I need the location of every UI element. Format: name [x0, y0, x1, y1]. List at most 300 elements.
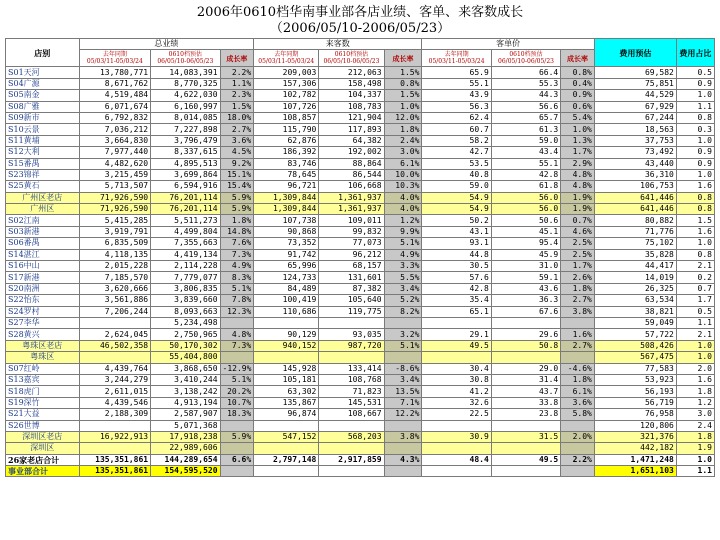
- sales-growth: 4.8%: [220, 329, 254, 340]
- sales-cur: 3,806,835: [151, 283, 220, 294]
- table-row: [6, 454, 715, 465]
- sales-cur: 8,770,325: [151, 78, 220, 89]
- avg-growth: 1.8%: [561, 374, 595, 385]
- avg-prev: 22.5: [422, 409, 491, 420]
- sales-prev: [79, 420, 151, 431]
- sales-prev: 6,835,509: [79, 238, 151, 249]
- sales-prev: 2,015,228: [79, 261, 151, 272]
- avg-prev: 42.8: [422, 283, 491, 294]
- sales-cur: 55,404,800: [151, 352, 220, 363]
- spreadsheet: [5, 4, 715, 477]
- avg-growth: 5.8%: [561, 409, 595, 420]
- avg-prev: 54.9: [422, 192, 491, 203]
- visitors-prev: 62,876: [254, 135, 319, 146]
- visitors-prev: 2,797,148: [254, 454, 319, 465]
- visitors-cur: 192,002: [319, 147, 384, 158]
- performance-table: [5, 4, 715, 477]
- visitors-growth: 4.0%: [384, 204, 422, 215]
- cost-estimate: 69,582: [594, 67, 676, 78]
- avg-cur: 23.8: [491, 409, 560, 420]
- visitors-prev: 186,392: [254, 147, 319, 158]
- cost-estimate: 1,651,103: [594, 466, 676, 477]
- visitors-growth: 5.1%: [384, 340, 422, 351]
- store-name: 粤珠区老店: [6, 340, 80, 351]
- store-name: S01天河: [6, 67, 80, 78]
- sales-cur: 4,499,804: [151, 226, 220, 237]
- sales-cur-header: 0610档预估 06/05/10-06/05/23: [151, 50, 220, 67]
- cost-ratio: 0.5: [676, 306, 714, 317]
- avg-prev: 93.1: [422, 238, 491, 249]
- sales-growth: 8.3%: [220, 272, 254, 283]
- visitors-growth: 10.3%: [384, 181, 422, 192]
- cost-ratio: 2.4: [676, 420, 714, 431]
- cost-ratio: 1.0: [676, 169, 714, 180]
- sales-growth: 3.6%: [220, 135, 254, 146]
- avg-prev: 41.2: [422, 386, 491, 397]
- sales-cur: 3,796,479: [151, 135, 220, 146]
- visitors-growth: 3.0%: [384, 147, 422, 158]
- sales-prev: 3,561,886: [79, 295, 151, 306]
- store-name: S18虎门: [6, 386, 80, 397]
- table-row: [6, 295, 715, 306]
- visitors-growth: 9.9%: [384, 226, 422, 237]
- sales-growth: 1.1%: [220, 78, 254, 89]
- avg-cur: 55.3: [491, 78, 560, 89]
- avg-growth: 2.7%: [561, 295, 595, 306]
- avg-growth: 1.3%: [561, 135, 595, 146]
- visitors-growth: 7.1%: [384, 397, 422, 408]
- visitors-prev: 83,746: [254, 158, 319, 169]
- sales-header: 总业绩: [79, 39, 254, 50]
- avg-growth: 0.4%: [561, 78, 595, 89]
- cost-ratio: 0.9: [676, 78, 714, 89]
- sales-growth: 15.1%: [220, 169, 254, 180]
- sales-prev: 2,188,309: [79, 409, 151, 420]
- avg-growth: 6.1%: [561, 386, 595, 397]
- visitors-cur: [319, 466, 384, 477]
- sales-growth: 18.3%: [220, 409, 254, 420]
- sales-prev: [79, 317, 151, 328]
- table-row: [6, 272, 715, 283]
- sales-prev: 3,919,791: [79, 226, 151, 237]
- store-name: S06番禺: [6, 238, 80, 249]
- cost-estimate: 1,471,248: [594, 454, 676, 465]
- avg-cur: 44.3: [491, 90, 560, 101]
- visitors-growth: 3.4%: [384, 374, 422, 385]
- avg-growth: 0.8%: [561, 67, 595, 78]
- sales-growth: 12.3%: [220, 306, 254, 317]
- avg-growth: 2.0%: [561, 431, 595, 442]
- table-row: [6, 67, 715, 78]
- sales-growth: 14.8%: [220, 226, 254, 237]
- sales-prev: 4,519,484: [79, 90, 151, 101]
- avg-prev: 56.3: [422, 101, 491, 112]
- sales-growth: 5.9%: [220, 204, 254, 215]
- avg-cur: 49.5: [491, 454, 560, 465]
- table-row: [6, 147, 715, 158]
- avg-prev: 55.1: [422, 78, 491, 89]
- visitors-growth: 3.2%: [384, 329, 422, 340]
- avg-prev: 60.7: [422, 124, 491, 135]
- avg-prev: 57.6: [422, 272, 491, 283]
- visitors-growth: 10.0%: [384, 169, 422, 180]
- sales-growth: 9.2%: [220, 158, 254, 169]
- sales-growth: 1.8%: [220, 215, 254, 226]
- avg-prev: 50.2: [422, 215, 491, 226]
- sales-prev: 13,780,771: [79, 67, 151, 78]
- avg-growth: 1.9%: [561, 204, 595, 215]
- sales-prev: 16,922,913: [79, 431, 151, 442]
- table-row: [6, 249, 715, 260]
- table-row: [6, 466, 715, 477]
- sales-prev: 135,351,861: [79, 454, 151, 465]
- store-name: S19深竹: [6, 397, 80, 408]
- avg-growth: 4.6%: [561, 226, 595, 237]
- avg-prev: 30.5: [422, 261, 491, 272]
- sales-prev: [79, 443, 151, 454]
- store-name: 深圳区老店: [6, 431, 80, 442]
- store-name: S04广源: [6, 78, 80, 89]
- visitors-prev: 90,129: [254, 329, 319, 340]
- visitors-growth: 1.2%: [384, 215, 422, 226]
- visitors-growth: 6.1%: [384, 158, 422, 169]
- table-row: [6, 283, 715, 294]
- cost-estimate: 57,722: [594, 329, 676, 340]
- sales-prev: 6,071,674: [79, 101, 151, 112]
- store-name: S16中山: [6, 261, 80, 272]
- avg-prev: 48.4: [422, 454, 491, 465]
- visitors-growth: [384, 317, 422, 328]
- table-row: [6, 169, 715, 180]
- table-row: [6, 386, 715, 397]
- sales-growth: 7.3%: [220, 340, 254, 351]
- visitors-growth: 5.2%: [384, 295, 422, 306]
- avg-prev: 32.6: [422, 397, 491, 408]
- table-row: [6, 238, 715, 249]
- store-name: 事业部合计: [6, 466, 80, 477]
- sales-growth: 20.2%: [220, 386, 254, 397]
- sales-prev: 7,206,244: [79, 306, 151, 317]
- visitors-growth: [384, 443, 422, 454]
- sales-prev: 4,439,546: [79, 397, 151, 408]
- visitors-prev: 65,996: [254, 261, 319, 272]
- avg-cur: 61.8: [491, 181, 560, 192]
- visitors-prev: 91,742: [254, 249, 319, 260]
- visitors-cur: 145,531: [319, 397, 384, 408]
- visitors-prev: [254, 466, 319, 477]
- avg-growth: 1.6%: [561, 329, 595, 340]
- avg-cur: 45.1: [491, 226, 560, 237]
- avg-prev: 40.8: [422, 169, 491, 180]
- sales-prev: 7,036,212: [79, 124, 151, 135]
- cost-ratio: 1.0: [676, 352, 714, 363]
- visitors-prev: 145,928: [254, 363, 319, 374]
- table-row: [6, 420, 715, 431]
- cost-ratio: 1.2: [676, 397, 714, 408]
- avg-growth: 0.6%: [561, 101, 595, 112]
- avg-prev: 54.9: [422, 204, 491, 215]
- visitors-growth: 1.0%: [384, 101, 422, 112]
- cost-estimate: 26,325: [594, 283, 676, 294]
- avg-cur: 67.6: [491, 306, 560, 317]
- sales-cur: 3,839,660: [151, 295, 220, 306]
- sales-cur: 8,093,663: [151, 306, 220, 317]
- sales-prev: [79, 352, 151, 363]
- sales-cur: 76,201,114: [151, 192, 220, 203]
- sales-cur: 22,989,606: [151, 443, 220, 454]
- table-row: [6, 409, 715, 420]
- cost-estimate: 38,821: [594, 306, 676, 317]
- visitors-cur: 987,720: [319, 340, 384, 351]
- visitors-growth: 3.4%: [384, 283, 422, 294]
- cost-ratio: 1.6: [676, 226, 714, 237]
- visitors-cur: 2,917,859: [319, 454, 384, 465]
- cost-ratio: 1.9: [676, 443, 714, 454]
- cost-estimate: 641,446: [594, 192, 676, 203]
- avg-cur: 36.3: [491, 295, 560, 306]
- visitors-cur: 99,832: [319, 226, 384, 237]
- store-name: S23锦祥: [6, 169, 80, 180]
- visitors-growth: 1.5%: [384, 67, 422, 78]
- visitors-prev: 63,302: [254, 386, 319, 397]
- avg-cur: 45.9: [491, 249, 560, 260]
- cost-ratio: 1.8: [676, 431, 714, 442]
- sales-prev: 2,624,045: [79, 329, 151, 340]
- store-name: S20南洲: [6, 283, 80, 294]
- avg-cur: 43.7: [491, 386, 560, 397]
- cost-estimate: 76,958: [594, 409, 676, 420]
- sales-prev: 3,215,459: [79, 169, 151, 180]
- avg-cur: 95.4: [491, 238, 560, 249]
- table-row: [6, 112, 715, 123]
- visitors-cur: [319, 443, 384, 454]
- cost-estimate: 75,851: [594, 78, 676, 89]
- visitors-cur: 68,157: [319, 261, 384, 272]
- sales-growth: 7.8%: [220, 295, 254, 306]
- table-row: [6, 317, 715, 328]
- cost-estimate: 508,426: [594, 340, 676, 351]
- avg-cur: 43.6: [491, 283, 560, 294]
- avg-cur: [491, 420, 560, 431]
- cost-estimate: 641,446: [594, 204, 676, 215]
- avg-growth: 1.8%: [561, 283, 595, 294]
- cost-ratio: 1.6: [676, 374, 714, 385]
- cost-ratio: 0.5: [676, 67, 714, 78]
- avg-cur: 50.6: [491, 215, 560, 226]
- sales-growth: 5.9%: [220, 431, 254, 442]
- visitors-prev: 90,868: [254, 226, 319, 237]
- table-row: [6, 101, 715, 112]
- cost-ratio: 0.8: [676, 249, 714, 260]
- cost-ratio: 2.0: [676, 363, 714, 374]
- sales-cur: 8,014,085: [151, 112, 220, 123]
- visitors-growth: 4.9%: [384, 249, 422, 260]
- visitors-cur: 158,498: [319, 78, 384, 89]
- sales-prev: 7,185,570: [79, 272, 151, 283]
- avg-growth: -4.6%: [561, 363, 595, 374]
- store-name: S27李华: [6, 317, 80, 328]
- sales-growth: 5.1%: [220, 283, 254, 294]
- avg-cur: [491, 317, 560, 328]
- visitors-growth: 2.4%: [384, 135, 422, 146]
- table-row: [6, 158, 715, 169]
- avg-prev: 65.1: [422, 306, 491, 317]
- cost-ratio: 1.6: [676, 181, 714, 192]
- visitors-cur: 88,864: [319, 158, 384, 169]
- avg-prev: [422, 466, 491, 477]
- sales-growth: 10.7%: [220, 397, 254, 408]
- avg-cur: 56.0: [491, 204, 560, 215]
- cost-ratio: 1.8: [676, 386, 714, 397]
- avg-growth: 1.7%: [561, 261, 595, 272]
- visitors-cur: 108,768: [319, 374, 384, 385]
- sales-prev: 71,926,590: [79, 192, 151, 203]
- visitors-prev: 110,686: [254, 306, 319, 317]
- store-name: S10云景: [6, 124, 80, 135]
- cost-estimate: 36,310: [594, 169, 676, 180]
- visitors-prev: 100,419: [254, 295, 319, 306]
- table-row: [6, 181, 715, 192]
- cost-estimate: 73,492: [594, 147, 676, 158]
- store-name: 广州区: [6, 204, 80, 215]
- cost-ratio: 0.8: [676, 112, 714, 123]
- avg-growth: 3.8%: [561, 306, 595, 317]
- sales-prev: 6,792,832: [79, 112, 151, 123]
- sales-prev: 5,415,285: [79, 215, 151, 226]
- sales-prev: 4,439,764: [79, 363, 151, 374]
- cost-estimate: 63,534: [594, 295, 676, 306]
- visitors-growth: 12.0%: [384, 112, 422, 123]
- visitors-cur: 108,667: [319, 409, 384, 420]
- cost-ratio: 1.1: [676, 101, 714, 112]
- sales-growth: [220, 466, 254, 477]
- store-name: S11黄埔: [6, 135, 80, 146]
- sales-prev: 3,664,830: [79, 135, 151, 146]
- sales-cur: 7,227,898: [151, 124, 220, 135]
- cost-estimate: 567,475: [594, 352, 676, 363]
- visitors-prev: 135,867: [254, 397, 319, 408]
- cost-estimate: 14,019: [594, 272, 676, 283]
- visitors-cur: 212,063: [319, 67, 384, 78]
- cost-estimate: 56,193: [594, 386, 676, 397]
- table-row: [6, 261, 715, 272]
- store-name: S08广雅: [6, 101, 80, 112]
- cost-ratio: 1.0: [676, 135, 714, 146]
- cost-estimate: 77,583: [594, 363, 676, 374]
- avg-growth: 1.7%: [561, 147, 595, 158]
- cost-ratio: 3.0: [676, 409, 714, 420]
- visitors-growth: 0.8%: [384, 78, 422, 89]
- store-name: S25黄石: [6, 181, 80, 192]
- sales-cur: 5,071,368: [151, 420, 220, 431]
- table-row: [6, 204, 715, 215]
- cost-estimate: 120,806: [594, 420, 676, 431]
- sales-cur: 2,750,965: [151, 329, 220, 340]
- cost-estimate: 80,882: [594, 215, 676, 226]
- avg-cur: [491, 352, 560, 363]
- sales-prev: 8,671,762: [79, 78, 151, 89]
- visitors-prev: 547,152: [254, 431, 319, 442]
- sales-cur: 8,337,615: [151, 147, 220, 158]
- cost-ratio: 1.1: [676, 466, 714, 477]
- avg-cur-header: 0610档预估 06/05/10-06/05/23: [491, 50, 560, 67]
- sales-growth: 1.5%: [220, 101, 254, 112]
- sales-cur: 7,355,663: [151, 238, 220, 249]
- avg-growth: 2.5%: [561, 238, 595, 249]
- sales-growth: 6.6%: [220, 454, 254, 465]
- avg-prev: [422, 443, 491, 454]
- avg-growth: [561, 352, 595, 363]
- visitors-cur: 105,640: [319, 295, 384, 306]
- visitors-prev: 209,003: [254, 67, 319, 78]
- avg-growth: 0.9%: [561, 90, 595, 101]
- sales-growth: [220, 420, 254, 431]
- visitors-cur: 106,668: [319, 181, 384, 192]
- store-name: S14湛江: [6, 249, 80, 260]
- cost-estimate: 56,719: [594, 397, 676, 408]
- visitors-prev: 1,309,844: [254, 192, 319, 203]
- avg-cur: 55.1: [491, 158, 560, 169]
- avg-growth: 5.4%: [561, 112, 595, 123]
- sales-cur: 17,918,238: [151, 431, 220, 442]
- cost-ratio: 2.1: [676, 261, 714, 272]
- avg-prev: 42.7: [422, 147, 491, 158]
- visitors-prev: 102,782: [254, 90, 319, 101]
- visitors-cur: 109,011: [319, 215, 384, 226]
- avg-prev: 30.8: [422, 374, 491, 385]
- avg-growth: 4.8%: [561, 181, 595, 192]
- cost-estimate: 35,828: [594, 249, 676, 260]
- visitors-growth: -8.6%: [384, 363, 422, 374]
- avg-growth: 2.6%: [561, 272, 595, 283]
- sales-cur: 2,114,228: [151, 261, 220, 272]
- avg-cur: 29.0: [491, 363, 560, 374]
- cost-ratio: 1.7: [676, 295, 714, 306]
- cost-ratio: 1.5: [676, 215, 714, 226]
- visitors-prev: 107,726: [254, 101, 319, 112]
- avg-growth: 2.9%: [561, 158, 595, 169]
- cost-ratio: 0.8: [676, 192, 714, 203]
- cost-ratio: 1.1: [676, 317, 714, 328]
- visitors-prev: 105,181: [254, 374, 319, 385]
- store-name: S24罗村: [6, 306, 80, 317]
- avg-cur: [491, 443, 560, 454]
- visitors-growth: [384, 420, 422, 431]
- visitors-growth-header: 成长率: [384, 50, 422, 67]
- visitors-cur: 71,823: [319, 386, 384, 397]
- avg-prev: 58.2: [422, 135, 491, 146]
- visitors-growth: 3.3%: [384, 261, 422, 272]
- visitors-cur: 568,203: [319, 431, 384, 442]
- sales-cur: 14,083,391: [151, 67, 220, 78]
- title-line1: 2006年0610档华南事业部各店业绩、客单、来客数成长: [196, 5, 524, 20]
- visitors-cur: 133,414: [319, 363, 384, 374]
- store-header: 店别: [6, 39, 80, 67]
- avg-prev: [422, 352, 491, 363]
- avg-prev: 59.0: [422, 181, 491, 192]
- visitors-prev: 78,645: [254, 169, 319, 180]
- store-name: S02江南: [6, 215, 80, 226]
- avg-cur: 43.4: [491, 147, 560, 158]
- visitors-prev: [254, 352, 319, 363]
- visitors-cur: 104,337: [319, 90, 384, 101]
- cost-estimate: 321,376: [594, 431, 676, 442]
- table-row: [6, 226, 715, 237]
- visitors-header: 来客数: [254, 39, 422, 50]
- store-name: S28黄兴: [6, 329, 80, 340]
- store-name: S26世博: [6, 420, 80, 431]
- visitors-cur: 117,893: [319, 124, 384, 135]
